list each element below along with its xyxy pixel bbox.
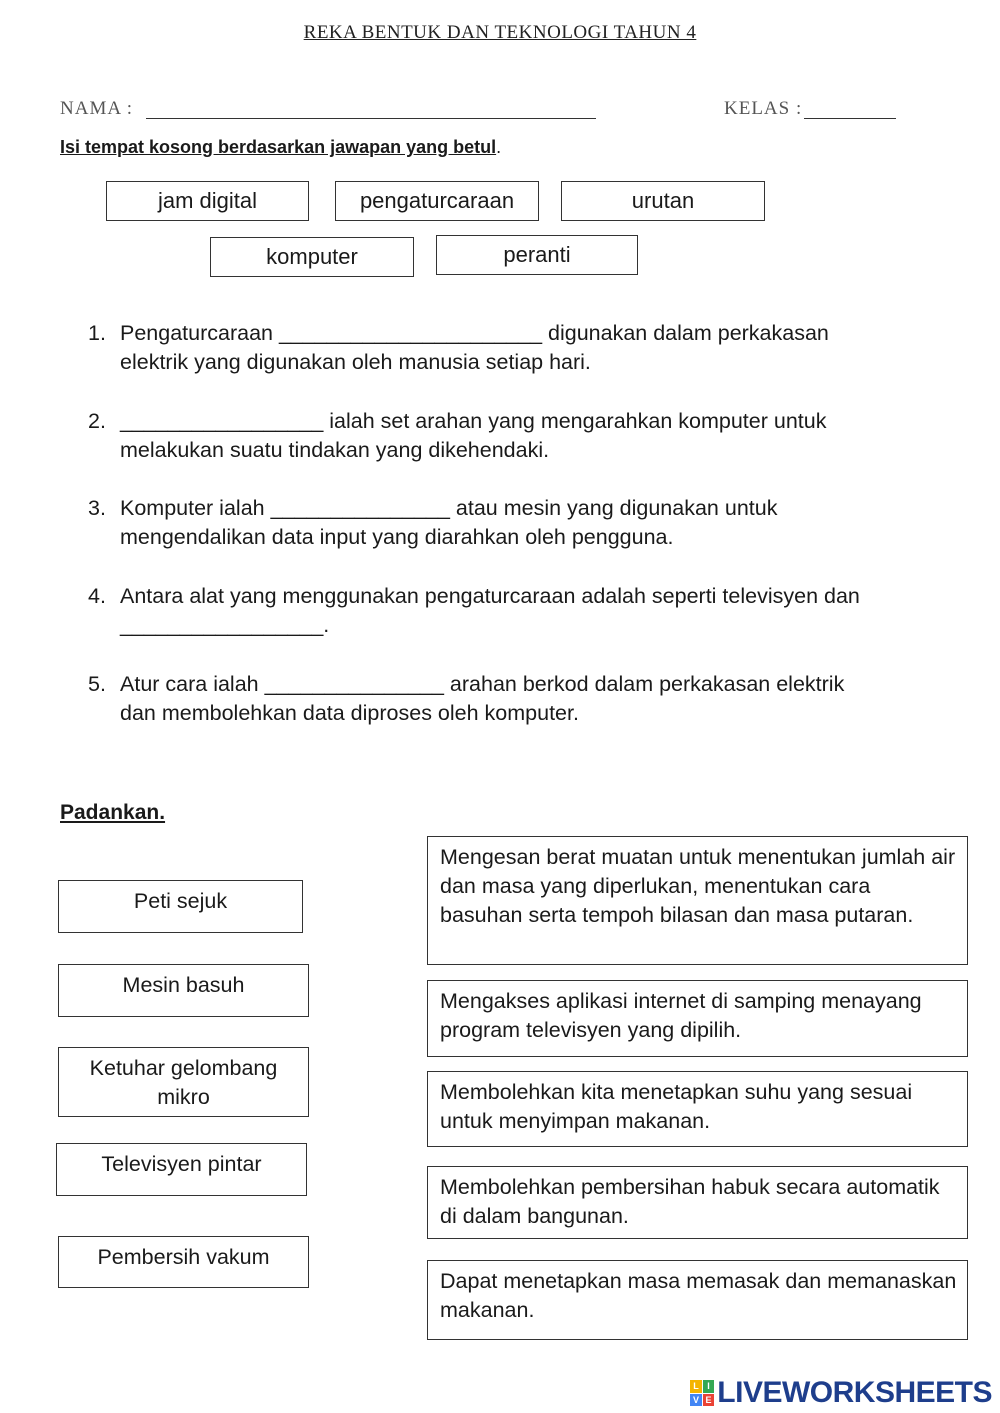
match-right-item[interactable]: Mengakses aplikasi internet di samping menayang program televisyen yang dipilih. — [427, 980, 968, 1057]
match-right-item[interactable]: Membolehkan pembersihan habuk secara automatik di dalam bangunan. — [427, 1166, 968, 1239]
match-left-item[interactable]: Pembersih vakum — [58, 1236, 309, 1288]
class-label: KELAS : — [724, 98, 803, 119]
instruction: Isi tempat kosong berdasarkan jawapan yang betul. — [60, 137, 502, 157]
question-5: 5. Atur cara ialah _______________ arahan berkod dalam perkakasan elektrik dan membolehkan data diproses oleh komputer. — [88, 672, 845, 725]
match-left-item[interactable]: Ketuhar gelombang mikro — [58, 1047, 309, 1117]
question-2: 2. _________________ ialah set arahan yang mengarahkan komputer untuk melakukan suatu tindakan yang dikehendaki. — [88, 409, 827, 462]
matching-title: Padankan. — [60, 801, 166, 824]
name-label: NAMA : — [60, 98, 134, 119]
match-right-item[interactable]: Membolehkan kita menetapkan suhu yang sesuai untuk menyimpan makanan. — [427, 1071, 968, 1147]
word-bank-item[interactable]: jam digital — [106, 181, 309, 221]
word-bank-item[interactable]: peranti — [436, 235, 638, 275]
question-4: 4. Antara alat yang menggunakan pengaturcaraan adalah seperti televisyen dan _________________. — [88, 584, 860, 637]
logo-text: LIVEWORKSHEETS — [717, 1376, 992, 1409]
liveworksheets-logo — [690, 1376, 992, 1410]
page-title: REKA BENTUK DAN TEKNOLOGI TAHUN 4 — [303, 22, 697, 43]
match-left-item[interactable]: Televisyen pintar — [56, 1143, 307, 1196]
word-bank-item[interactable]: pengaturcaraan — [335, 181, 539, 221]
question-3: 3. Komputer ialah _______________ atau mesin yang digunakan untuk mengendalikan data input yang diarahkan oleh pengguna. — [88, 496, 778, 549]
question-1: 1. Pengaturcaraan ______________________ digunakan dalam perkakasan elektrik yang digunakan oleh manusia setiap hari. — [88, 321, 829, 374]
class-field[interactable] — [804, 118, 896, 119]
word-bank-item[interactable]: komputer — [210, 237, 414, 277]
match-right-item[interactable]: Mengesan berat muatan untuk menentukan jumlah air dan masa yang diperlukan, menentukan cara basuhan serta tempoh bilasan dan masa putaran. — [427, 836, 968, 965]
match-right-item[interactable]: Dapat menetapkan masa memasak dan memanaskan makanan. — [427, 1260, 968, 1340]
match-left-item[interactable]: Peti sejuk — [58, 880, 303, 933]
word-bank-item[interactable]: urutan — [561, 181, 765, 221]
name-field[interactable] — [146, 118, 596, 119]
match-left-item[interactable]: Mesin basuh — [58, 964, 309, 1017]
liveworksheets-logo-icon: L I V E — [690, 1380, 714, 1406]
